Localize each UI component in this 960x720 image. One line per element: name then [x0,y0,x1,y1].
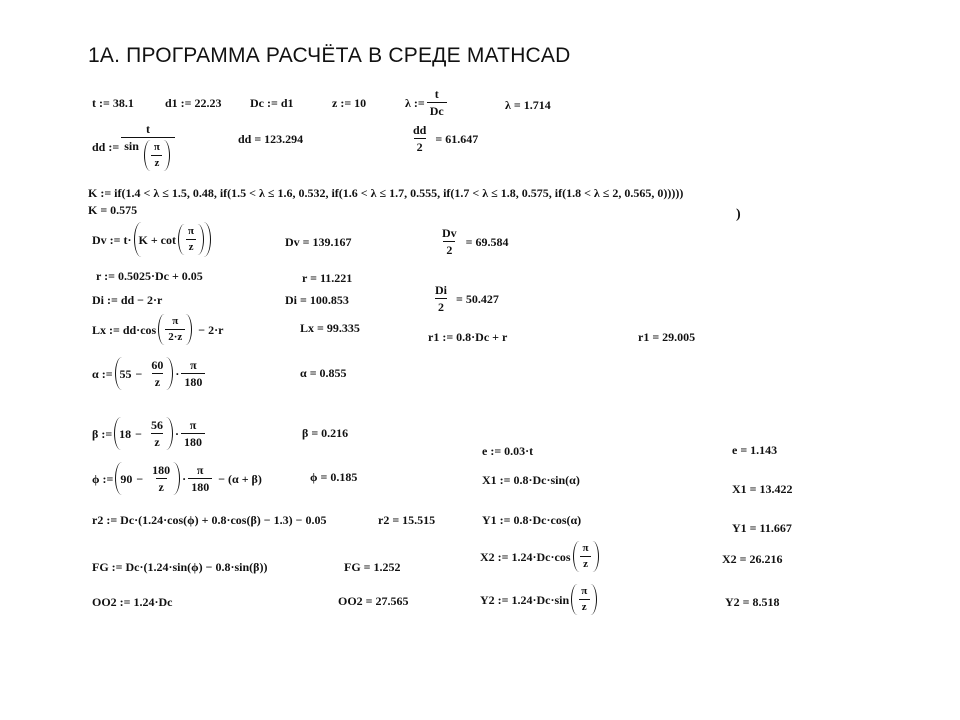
result-beta: β = 0.216 [302,426,349,440]
dot-operator: · [175,366,180,381]
formula-dd-half [408,124,478,153]
pi-symbol: π [172,315,179,327]
result-x1: X1 = 13.422 [732,482,793,496]
stray-parenthesis: ) [736,207,741,222]
beta-inner-numerator: 56 [151,418,163,432]
alpha-constant: 55 [119,366,132,381]
di-half-fraction [432,284,450,313]
phi-tail: − (α + β) [218,471,262,486]
lambda-lhs: λ := [405,95,425,110]
dot-operator: · [175,426,180,441]
dot-operator: · [182,471,187,486]
pi-over-z [151,142,163,169]
result-r1: r1 = 29.005 [638,330,696,344]
phi-constant: 90 [120,471,133,486]
dd-paren [144,140,170,171]
result-fg: FG = 1.252 [344,560,401,574]
pi-symbol: π [188,225,195,237]
result-oo2: OO2 = 27.565 [338,594,409,608]
z-symbol: z [151,155,162,169]
formula-r1: r1 := 0.8·Dc + r [428,330,508,344]
result-x2: X2 = 26.216 [722,552,783,566]
dv-cot-paren [178,224,204,255]
phi-lhs: ϕ := [92,471,114,486]
y2-paren [571,584,597,615]
y2-pi-over-z [578,586,590,613]
formula-fg: FG := Dc·(1.24·sin(ϕ) − 0.8·sin(β)) [92,560,268,574]
beta-constant: 18 [119,426,132,441]
dd-half-numerator: dd [413,123,427,137]
formula-k: K := if(1.4 < λ ≤ 1.5, 0.48, if(1.5 < λ ≤ 1.6, 0.532, if(1.6 < λ ≤ 1.7, 0.555, if(1.7 < λ ≤ 1.8, 0.575, if(1.8 < λ ≤ 2, 0.565, 0))))) [88,186,684,200]
beta-lhs: β := [92,426,113,441]
result-alpha: α = 0.855 [300,366,347,380]
dv-inner: K + cot [138,232,176,247]
formula-beta [92,417,207,450]
formula-di-half [430,284,499,313]
formula-e: e := 0.03·t [482,444,534,458]
dv-paren [134,222,212,257]
beta-paren [114,417,173,450]
lx-paren [158,314,192,345]
pi-symbol: π [190,358,197,372]
dd-fraction [121,123,175,171]
dv-half-fraction [439,227,460,256]
dd-sin: sin [124,139,139,153]
pi-symbol: π [581,585,588,597]
alpha-inner-fraction [148,359,166,388]
result-di: Di = 100.853 [285,293,349,307]
formula-lambda [405,88,449,117]
formula-y2 [480,584,599,615]
pi-symbol: π [582,542,589,554]
formula-lx [92,314,227,345]
dd-half-fraction [410,124,429,153]
beta-inner-fraction [148,419,166,448]
minus-sign: − [135,426,142,441]
z-symbol: z [579,599,590,613]
lx-tail: − 2·r [198,322,224,337]
formula-di: Di := dd − 2·r [92,293,163,307]
lx-fraction [165,316,185,343]
formula-z: z := 10 [332,96,367,110]
formula-alpha [92,357,207,390]
formula-d1: d1 := 22.23 [165,96,222,110]
x2-lhs: X2 := 1.24·Dc·cos [480,549,571,564]
formula-oo2: OO2 := 1.24·Dc [92,595,173,609]
formula-r: r := 0.5025·Dc + 0.05 [96,269,203,283]
phi-pi-fraction [188,464,212,493]
lx-denominator: 2·z [165,329,185,343]
formula-dv [92,222,213,257]
formula-x2 [480,541,601,572]
formula-dd [92,123,177,171]
result-r2: r2 = 15.515 [378,513,436,527]
dd-half-denominator: 2 [414,138,426,153]
formula-y1: Y1 := 0.8·Dc·cos(α) [482,513,582,527]
dd-numerator: t [146,122,151,136]
formula-x1: X1 := 0.8·Dc·sin(α) [482,473,580,487]
dd-half-result: = 61.647 [435,131,479,146]
dd-denominator [121,137,175,171]
phi-inner-fraction [149,464,173,493]
z-symbol: z [186,239,197,253]
z-symbol: z [580,556,591,570]
y2-lhs: Y2 := 1.24·Dc·sin [480,592,570,607]
result-y1: Y1 = 11.667 [732,521,792,535]
pi-symbol: π [189,418,197,432]
alpha-pi-denominator: 180 [181,373,205,388]
result-phi: ϕ = 0.185 [310,470,358,484]
dv-lhs: Dv := t· [92,232,132,247]
di-half-numerator: Di [435,283,447,297]
pi-symbol: π [196,463,204,477]
result-e: e = 1.143 [732,443,778,457]
result-lambda: λ = 1.714 [505,98,551,112]
x2-paren [573,541,599,572]
dv-pi-over-z [185,226,197,253]
result-dv: Dv = 139.167 [285,235,352,249]
alpha-inner-numerator: 60 [151,358,164,372]
beta-pi-fraction [181,419,205,448]
alpha-pi-fraction [181,359,205,388]
formula-dc: Dc := d1 [250,96,294,110]
di-half-denominator: 2 [435,298,447,313]
phi-paren [115,462,180,495]
lambda-fraction [427,88,447,117]
minus-sign: − [135,366,143,381]
lambda-numerator: t [434,87,439,101]
result-k: K = 0.575 [88,203,138,217]
result-dd: dd = 123.294 [238,132,304,146]
dv-half-result: = 69.584 [465,234,509,249]
lx-lhs: Lx := dd·cos [92,322,157,337]
formula-dv-half [437,227,509,256]
result-r: r = 11.221 [302,271,353,285]
dd-lhs: dd := [92,140,120,154]
alpha-lhs: α := [92,366,113,381]
z-symbol: z [152,373,163,388]
pi-symbol: π [153,141,160,153]
formula-t: t := 38.1 [92,96,134,110]
x2-pi-over-z [580,543,592,570]
result-lx: Lx = 99.335 [300,321,360,335]
lambda-denominator: Dc [427,102,447,117]
phi-inner-numerator: 180 [152,463,171,477]
result-y2: Y2 = 8.518 [725,595,780,609]
phi-pi-denominator: 180 [188,478,212,493]
formula-phi [92,462,266,495]
beta-pi-denominator: 180 [181,433,205,448]
formula-r2: r2 := Dc·(1.24·cos(ϕ) + 0.8·cos(β) − 1.3) − 0.05 [92,513,327,527]
alpha-paren [115,357,174,390]
slide-title: 1А. ПРОГРАММА РАСЧЁТА В СРЕДЕ MATHCAD [88,44,571,67]
di-half-result: = 50.427 [456,291,499,306]
minus-sign: − [136,471,144,486]
dv-half-numerator: Dv [442,226,457,240]
dv-half-denominator: 2 [443,241,455,256]
z-symbol: z [156,478,167,493]
z-symbol: z [151,433,162,448]
